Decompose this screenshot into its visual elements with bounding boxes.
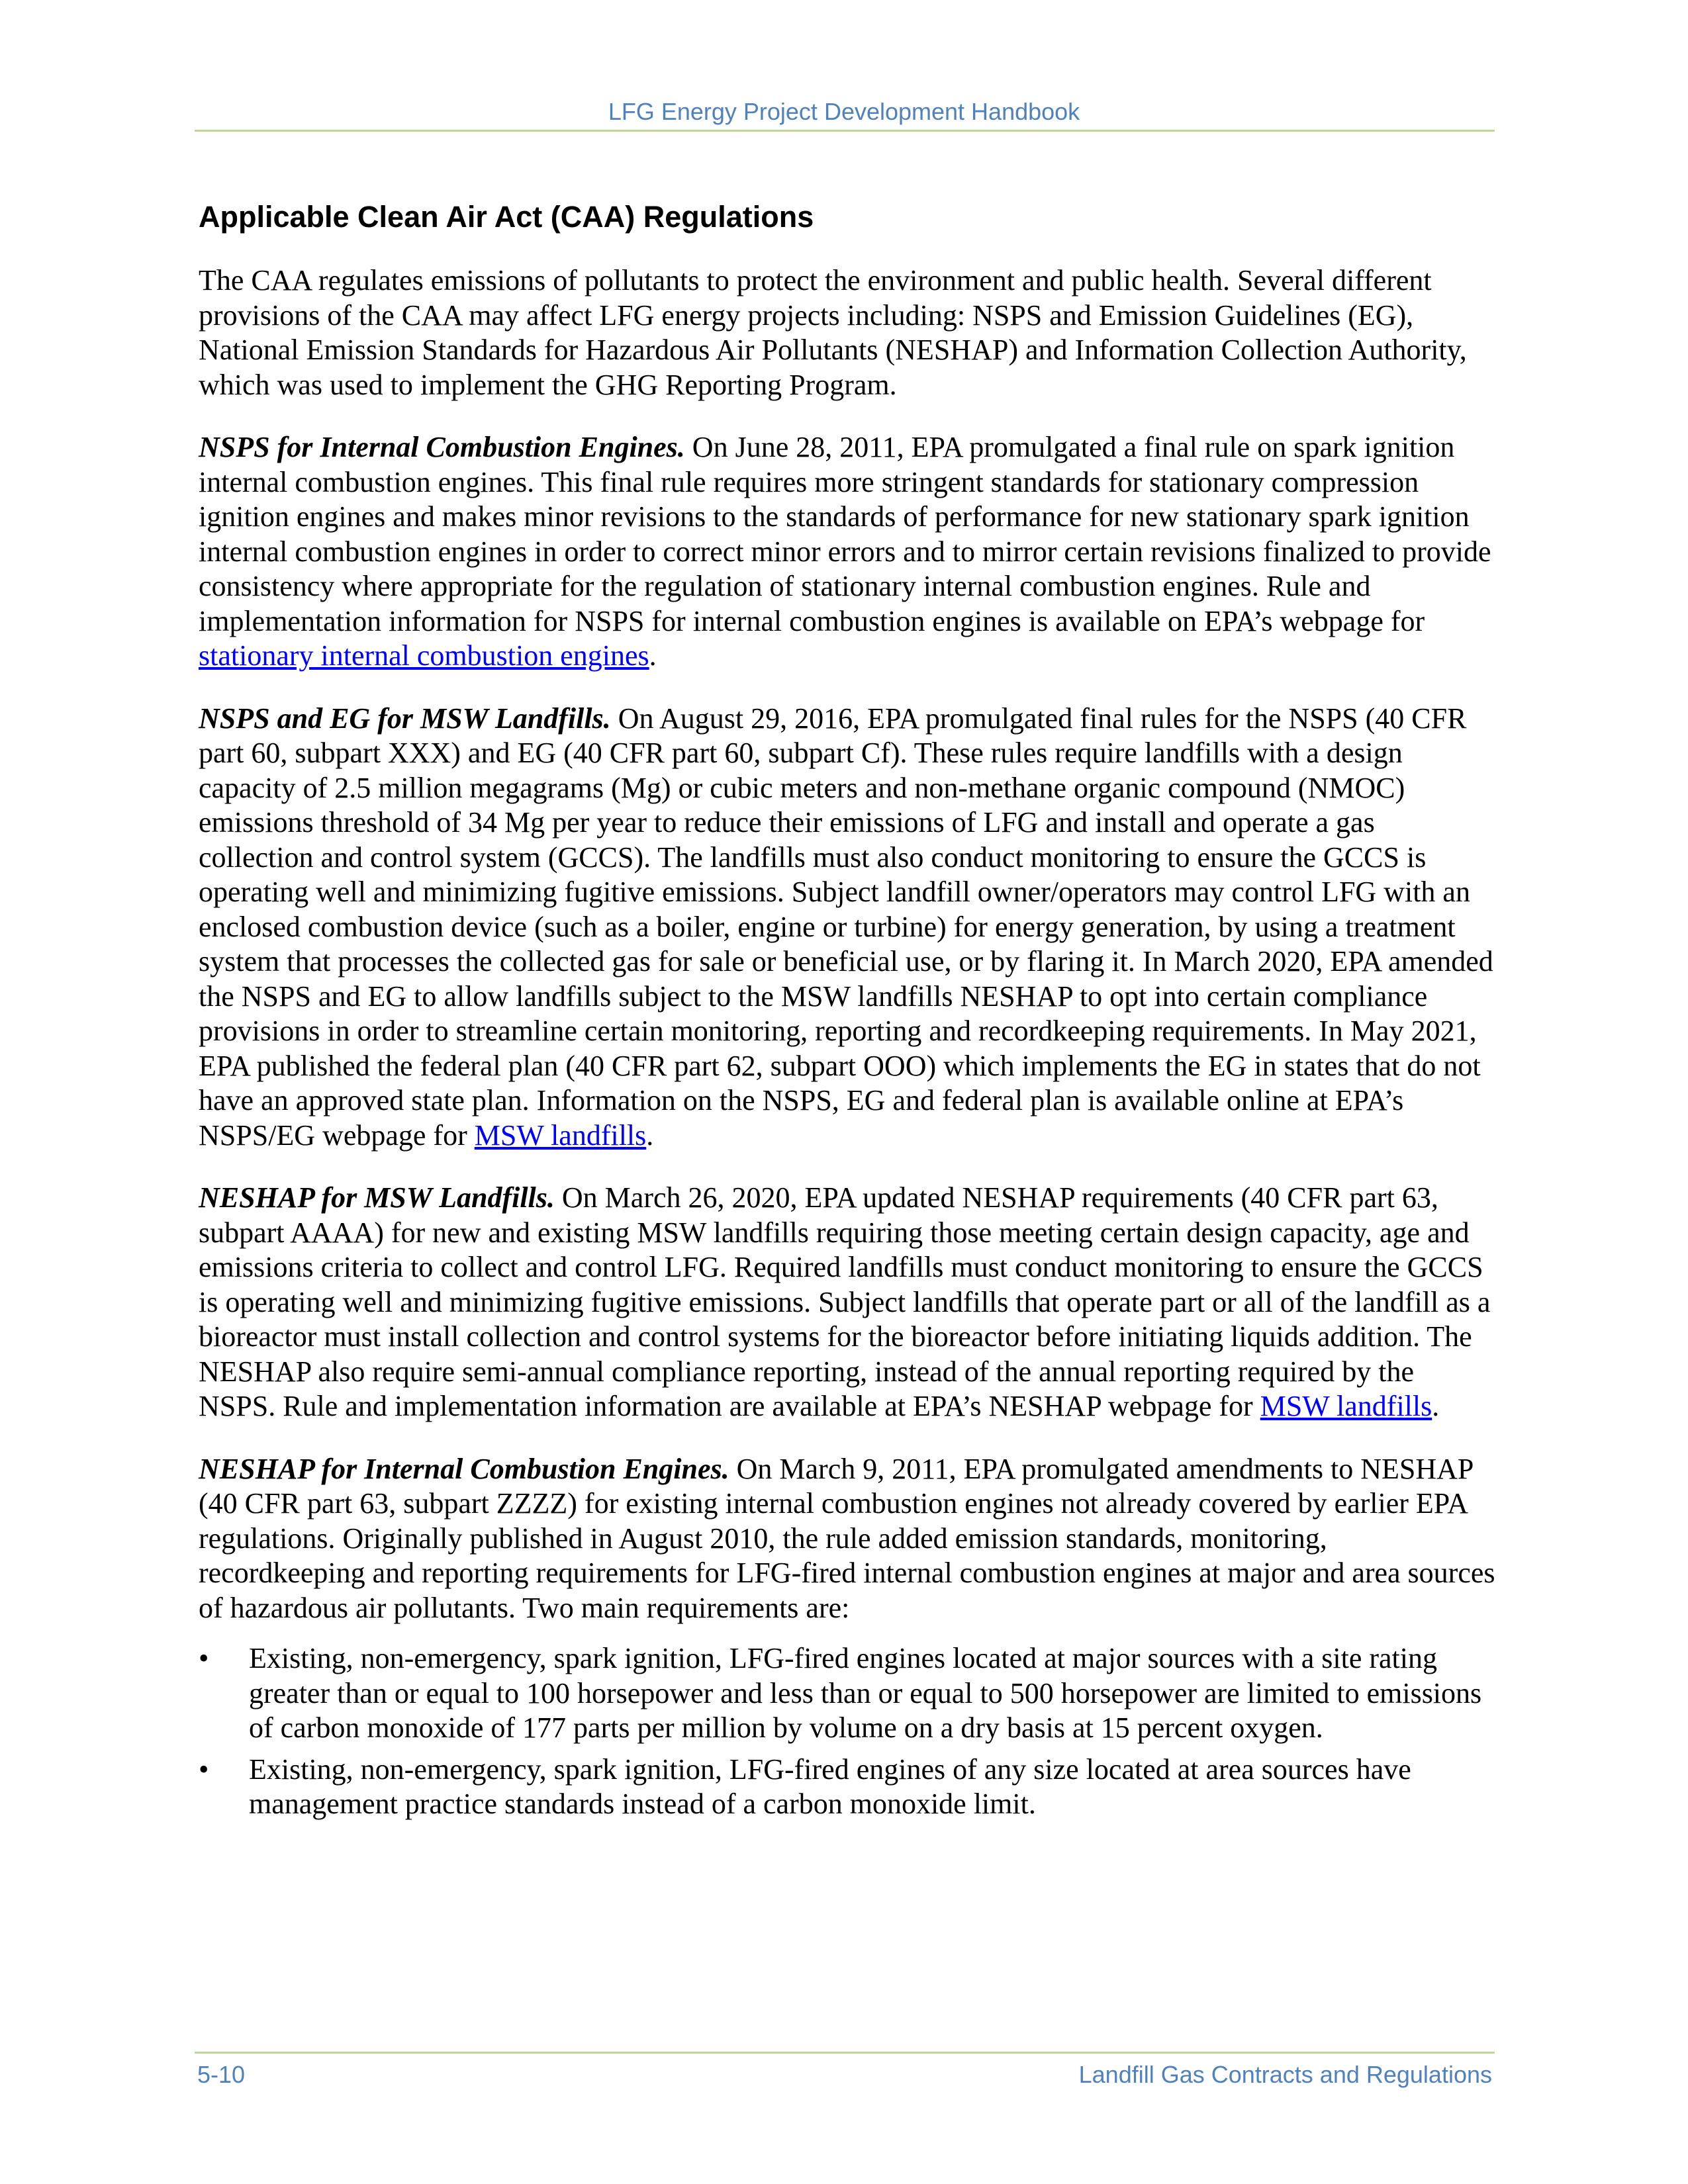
nsps-eg-msw-end: . (646, 1118, 654, 1152)
neshap-msw-end: . (1432, 1390, 1440, 1422)
running-header: LFG Energy Project Development Handbook (608, 98, 1080, 125)
list-item (199, 1752, 1496, 1822)
footer-rule (195, 2052, 1495, 2054)
nsps-ice-lead: NSPS for Internal Combustion Engines. (199, 431, 685, 463)
requirements-list (199, 1641, 1496, 1822)
intro-paragraph: The CAA regulates emissions of pollutants to protect the environment and public health. Several different provisions of the CAA may affect LFG energy projects including: NSPS and Emission Guidelines (EG), National Emission Standards for Hazardous Air Pollutants (NESHAP) and Information Collection Authority, which was used to implement the GHG Reporting Program. (199, 264, 1467, 401)
neshap-ice-body: On March 9, 2011, EPA promulgated amendments to NESHAP (40 CFR part 63, subpart ZZZZ) for existing internal combustion engines not already covered by earlier EPA regulations. Originally published in August 2010, the rule added emission standards, monitoring, recordkeeping and reporting requirements for LFG-fired internal combustion engines at major and area sources of hazardous air pollutants. Two main requirements are: (199, 1452, 1495, 1624)
nsps-eg-msw-paragraph (199, 702, 1496, 1154)
neshap-ice-paragraph (199, 1452, 1496, 1626)
section-heading: Applicable Clean Air Act (CAA) Regulations (199, 200, 814, 234)
stationary-ice-link[interactable]: stationary internal combustion engines (199, 639, 649, 672)
nsps-eg-msw-body: On August 29, 2016, EPA promulgated final rules for the NSPS (40 CFR part 60, subpart XXX) and EG (40 CFR part 60, subpart Cf). These rules require landfills with a design capacity of 2.5 million megagrams (Mg) or cubic meters and non-methane organic compound (NMOC) emissions threshold of 34 Mg per year to reduce their emissions of LFG and install and operate a gas collection and control system (GCCS). The landfills must also conduct monitoring to ensure the GCCS is operating well and minimizing fugitive emissions. Subject landfill owner/operators may control LFG with an enclosed combustion device (such as a boiler, engine or turbine) for energy generation, by using a treatment system that processes the collected gas for sale or beneficial use, or by flaring it. In March 2020, EPA amended the NSPS and EG to allow landfills subject to the MSW landfills NESHAP to opt into certain compliance provisions in order to streamline certain monitoring, reporting and recordkeeping requirements. In May 2021, EPA published the federal plan (40 CFR part 62, subpart OOO) which implements the EG in states that do not have an approved state plan. Information on the NSPS, EG and federal plan is available online at EPA’s NSPS/EG webpage for (199, 702, 1493, 1152)
neshap-msw-landfills-link[interactable]: MSW landfills (1260, 1390, 1432, 1422)
neshap-msw-paragraph (199, 1181, 1496, 1424)
bullet-icon: • (199, 1752, 209, 1786)
chapter-title: Landfill Gas Contracts and Regulations (1078, 2061, 1492, 2088)
bullet-icon: • (199, 1642, 209, 1674)
neshap-msw-body: On March 26, 2020, EPA updated NESHAP requirements (40 CFR part 63, subpart AAAA) for new and existing MSW landfills requiring those meeting certain design capacity, age and emissions criteria to collect and control LFG. Required landfills must conduct monitoring to ensure the GCCS is operating well and minimizing fugitive emissions. Subject landfills that operate part or all of the landfill as a bioreactor must install collection and control systems for the bioreactor before initiating liquids addition. The NESHAP also require semi-annual compliance reporting, instead of the annual reporting required by the NSPS. Rule and implementation information are available at EPA’s NESHAP webpage for (199, 1181, 1491, 1422)
nsps-ice-end: . (649, 639, 657, 672)
nsps-ice-body: On June 28, 2011, EPA promulgated a final rule on spark ignition internal combustion engines. This final rule requires more stringent standards for stationary compression ignition engines and makes minor revisions to the standards of performance for new stationary spark ignition internal combustion engines in order to correct minor errors and to mirror certain revisions finalized to provide consistency where appropriate for the regulation of stationary internal combustion engines. Rule and implementation information for NSPS for internal combustion engines is available on EPA’s webpage for (199, 431, 1491, 637)
neshap-ice-lead: NESHAP for Internal Combustion Engines. (199, 1452, 729, 1485)
nsps-msw-landfills-link[interactable]: MSW landfills (474, 1118, 647, 1152)
nsps-ice-paragraph (199, 430, 1496, 674)
list-item-text: Existing, non-emergency, spark ignition, LFG-fired engines located at major sources with a site rating greater than or equal to 100 horsepower and less than or equal to 500 horsepower are limited to emissions of carbon monoxide of 177 parts per million by volume on a dry basis at 15 percent oxygen. (249, 1642, 1482, 1744)
nsps-eg-msw-lead: NSPS and EG for MSW Landfills. (199, 702, 611, 735)
header-rule (195, 130, 1495, 132)
list-item (199, 1641, 1496, 1746)
list-item-text: Existing, non-emergency, spark ignition, LFG-fired engines of any size located at area sources have management practice standards instead of a carbon monoxide limit. (249, 1752, 1411, 1820)
page-body (199, 199, 1496, 1829)
page-number: 5-10 (197, 2061, 246, 2088)
neshap-msw-lead: NESHAP for MSW Landfills. (199, 1181, 555, 1214)
